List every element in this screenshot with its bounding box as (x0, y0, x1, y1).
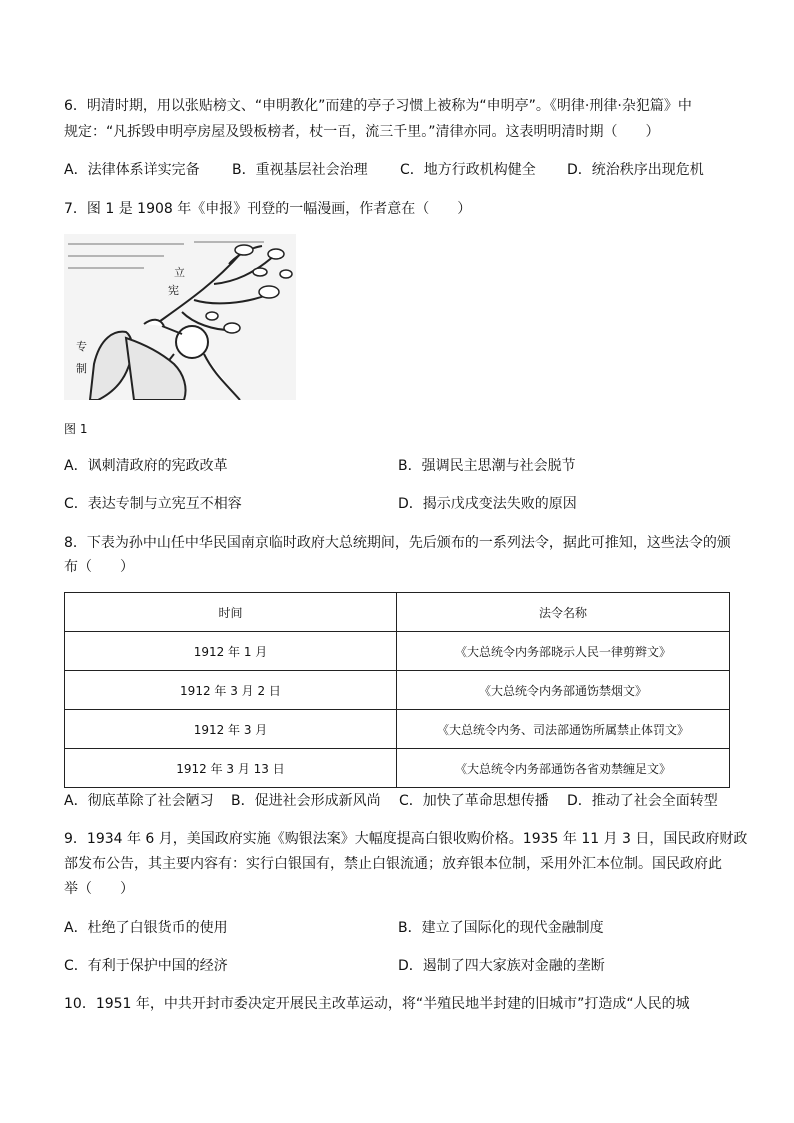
figure-label-xian: 宪 (168, 284, 179, 297)
q6-stem-line2: 规定：“凡拆毁申明亭房屋及毁板榜者，杖一百，流三千里。”清律亦同。这表明明清时期（ ） (64, 124, 660, 140)
table-cell-time: 1912 年 3 月 13 日 (65, 749, 397, 788)
table-cell-law: 《大总统令内务部通饬各省劝禁缠足文》 (397, 749, 730, 788)
cartoon-image (64, 234, 296, 400)
table-cell-law: 《大总统令内务部晓示人民一律剪辫文》 (397, 632, 730, 671)
table-cell-law: 《大总统令内务部通饬禁烟文》 (397, 671, 730, 710)
q9-stem-line2: 部发布公告，其主要内容有：实行白银国有，禁止白银流通；放弃银本位制，采用外汇本位制。国民政府此 (64, 856, 722, 872)
q7-option-b: B．强调民主思潮与社会脱节 (398, 458, 576, 474)
q8-option-b: B．促进社会形成新风尚 (231, 793, 381, 809)
figure-caption: 图 1 (64, 422, 88, 436)
q9-option-b: B．建立了国际化的现代金融制度 (398, 920, 604, 936)
table-row (65, 632, 730, 671)
table-cell-time: 1912 年 1 月 (65, 632, 397, 671)
q8-stem-line1: 8．下表为孙中山任中华民国南京临时政府大总统期间，先后颁布的一系列法令，据此可推知，这些法令的颁 (64, 535, 731, 551)
cartoon-figure (64, 234, 296, 400)
q9-option-d: D．遏制了四大家族对金融的垄断 (398, 958, 605, 974)
q9-option-a: A．杜绝了白银货币的使用 (64, 920, 228, 936)
q6-option-d: D．统治秩序出现危机 (567, 162, 704, 178)
figure-label-li: 立 (174, 266, 185, 279)
q6-option-b: B．重视基层社会治理 (232, 162, 368, 178)
table-header-row (65, 593, 730, 632)
q7-option-d: D．揭示戊戌变法失败的原因 (398, 496, 577, 512)
figure-label-zhi: 制 (76, 362, 87, 375)
q8-option-d: D．推动了社会全面转型 (567, 793, 718, 809)
q6-stem-line1: 6．明清时期，用以张贴榜文、“申明教化”而建的亭子习惯上被称为“申明亭”。《明律·刑律·杂犯篇》中 (64, 98, 692, 114)
table-row (65, 710, 730, 749)
table-cell-time: 1912 年 3 月 (65, 710, 397, 749)
q9-option-c: C．有利于保护中国的经济 (64, 958, 228, 974)
q10-stem-line1: 10．1951 年，中共开封市委决定开展民主改革运动，将“半殖民地半封建的旧城市”打造成“人民的城 (64, 996, 690, 1012)
figure-label-zhuan: 专 (76, 340, 87, 353)
q7-option-a: A．讽刺清政府的宪政改革 (64, 458, 228, 474)
q8-option-a: A．彻底革除了社会陋习 (64, 793, 214, 809)
table-header-law: 法令名称 (397, 593, 730, 632)
table-row (65, 671, 730, 710)
q8-option-c: C．加快了革命思想传播 (399, 793, 549, 809)
q9-stem-line1: 9．1934 年 6 月，美国政府实施《购银法案》大幅度提高白银收购价格。1935 年 11 月 3 日，国民政府财政 (64, 831, 748, 847)
table-cell-law: 《大总统令内务、司法部通饬所属禁止体罚文》 (397, 710, 730, 749)
q7-stem-line1: 7．图 1 是 1908 年《申报》刊登的一幅漫画，作者意在（ ） (64, 201, 472, 217)
table-header-time: 时间 (65, 593, 397, 632)
q9-stem-line3: 举（ ） (64, 881, 134, 897)
q6-option-a: A．法律体系详实完备 (64, 162, 200, 178)
table-row (65, 749, 730, 788)
laws-table (64, 592, 730, 788)
q6-option-c: C．地方行政机构健全 (400, 162, 536, 178)
q7-option-c: C．表达专制与立宪互不相容 (64, 496, 242, 512)
table-cell-time: 1912 年 3 月 2 日 (65, 671, 397, 710)
q8-stem-line2: 布（ ） (64, 559, 134, 575)
